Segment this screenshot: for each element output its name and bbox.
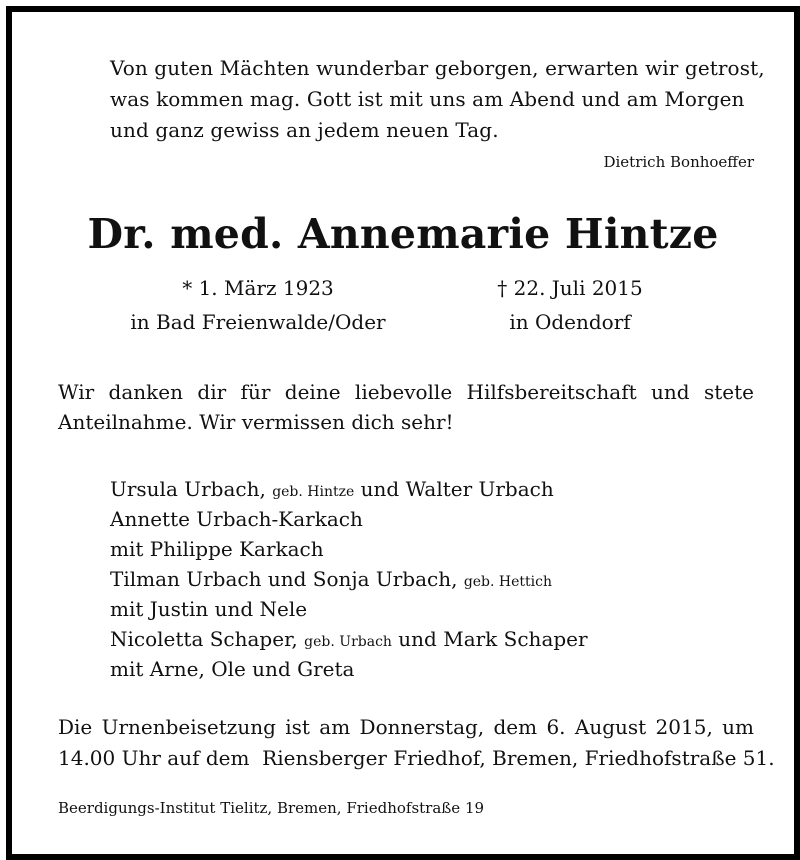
mourner-line-1 <box>110 477 554 501</box>
funeral-line-1: Die Urnenbeisetzung ist am Donnerstag, dem 6. August 2015, um <box>58 715 754 739</box>
mourner-line-6 <box>110 627 588 651</box>
birth-date: * 1. März 1923 <box>182 276 334 300</box>
mourner-line-5: mit Justin und Nele <box>110 597 308 621</box>
mourner-line-2: Annette Urbach-Karkach <box>110 507 363 531</box>
mourner-line-7: mit Arne, Ole und Greta <box>110 657 355 681</box>
obituary-notice <box>6 6 800 860</box>
mourner-name: und Mark Schaper <box>398 627 588 651</box>
birth-place: in Bad Freienwalde/Oder <box>130 310 386 334</box>
funeral-home: Beerdigungs-Institut Tielitz, Bremen, Friedhofstraße 19 <box>58 799 485 817</box>
quote-line-3: und ganz gewiss an jedem neuen Tag. <box>110 118 499 142</box>
maiden-name: geb. Hettich <box>463 574 553 590</box>
message-line-2: Anteilnahme. Wir vermissen dich sehr! <box>58 410 454 434</box>
death-place: in Odendorf <box>509 310 631 334</box>
quote-line-2: was kommen mag. Gott ist mit uns am Abend und am Morgen <box>110 87 745 111</box>
mourner-name: und Walter Urbach <box>360 477 554 501</box>
message-line-1: Wir danken dir für deine liebevolle Hilfsbereitschaft und stete <box>58 380 754 404</box>
mourner-line-3: mit Philippe Karkach <box>110 537 324 561</box>
funeral-line-2: 14.00 Uhr auf dem Riensberger Friedhof, Bremen, Friedhofstraße 51. <box>58 746 775 770</box>
mourner-name: Tilman Urbach und Sonja Urbach, <box>110 567 458 591</box>
deceased-name: Dr. med. Annemarie Hintze <box>87 210 719 258</box>
mourner-name: Nicoletta Schaper, <box>110 627 298 651</box>
maiden-name: geb. Urbach <box>304 634 392 650</box>
mourner-name: Ursula Urbach, <box>110 477 266 501</box>
mourner-line-4 <box>110 567 552 591</box>
death-date: † 22. Juli 2015 <box>497 276 643 300</box>
maiden-name: geb. Hintze <box>272 484 355 500</box>
quote-author: Dietrich Bonhoeffer <box>603 153 754 171</box>
quote-line-1: Von guten Mächten wunderbar geborgen, erwarten wir getrost, <box>110 56 765 80</box>
